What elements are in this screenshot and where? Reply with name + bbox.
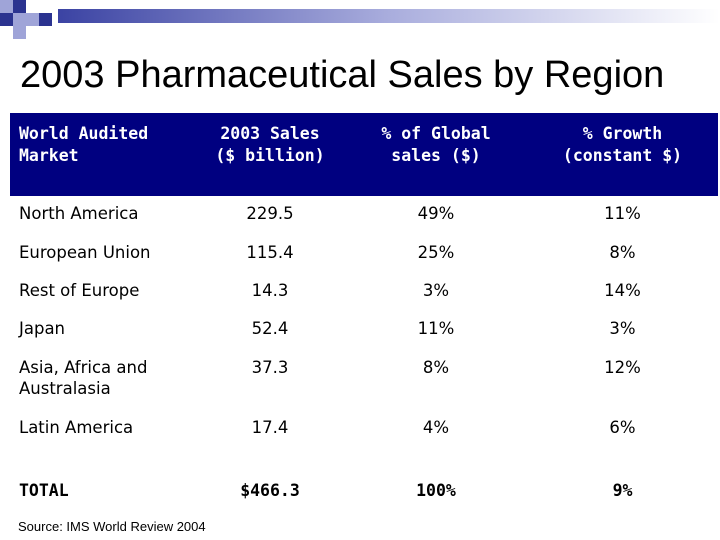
- market-cell: [19, 318, 219, 339]
- market-name: North America: [19, 204, 139, 223]
- share-cell: 4%: [422, 418, 450, 437]
- total-share: 100%: [416, 481, 456, 500]
- table-header-row: [10, 113, 718, 196]
- market-name: Australasia: [19, 379, 111, 398]
- sales-cell: 17.4: [251, 418, 289, 437]
- market-cell: [19, 203, 219, 224]
- sales-cell: 229.5: [246, 204, 294, 223]
- market-cell: [19, 280, 219, 301]
- corner-square: [13, 13, 26, 26]
- corner-square: [13, 0, 26, 13]
- corner-square: [26, 13, 39, 26]
- total-label: TOTAL: [19, 481, 69, 500]
- header-cell-market: [19, 123, 209, 167]
- growth-cell: 14%: [604, 281, 641, 300]
- total-growth: 9%: [612, 481, 633, 500]
- market-cell: [19, 242, 219, 263]
- corner-square: [0, 13, 13, 26]
- sales-cell: 52.4: [251, 319, 289, 338]
- growth-cell: 6%: [609, 418, 636, 437]
- decorative-corner: [0, 0, 60, 48]
- decorative-gradient-bar: [58, 9, 720, 23]
- sales-cell: 14.3: [251, 281, 289, 300]
- market-name: Latin America: [19, 418, 134, 437]
- growth-cell: 11%: [604, 204, 641, 223]
- total-sales: $466.3: [240, 481, 300, 500]
- market-cell: [19, 357, 219, 399]
- share-cell: 49%: [417, 204, 455, 223]
- share-cell: 8%: [422, 358, 450, 377]
- header-line: World Audited: [19, 124, 149, 143]
- header-line: Market: [19, 146, 79, 165]
- market-name: Asia, Africa and: [19, 358, 148, 377]
- corner-square: [13, 26, 26, 39]
- source-note: Source: IMS World Review 2004: [18, 519, 206, 534]
- growth-cell: 12%: [604, 358, 641, 377]
- header-line: % Growth: [582, 124, 663, 143]
- header-line: 2003 Sales: [220, 124, 320, 143]
- sales-cell: 115.4: [246, 243, 294, 262]
- corner-square: [0, 0, 13, 13]
- header-line: % of Global: [381, 124, 491, 143]
- growth-cell: 8%: [609, 243, 636, 262]
- market-name: European Union: [19, 243, 151, 262]
- header-line: ($ billion): [215, 146, 325, 165]
- market-name: Japan: [19, 319, 66, 338]
- header-cell-global-share: [355, 123, 517, 167]
- share-cell: 11%: [417, 319, 455, 338]
- header-cell-growth: [535, 123, 710, 167]
- growth-cell: 3%: [609, 319, 636, 338]
- market-cell: [19, 417, 219, 438]
- market-name: Rest of Europe: [19, 281, 140, 300]
- share-cell: 3%: [422, 281, 450, 300]
- share-cell: 25%: [417, 243, 455, 262]
- header-line: (constant $): [562, 146, 683, 165]
- slide-title: 2003 Pharmaceutical Sales by Region: [20, 54, 665, 96]
- corner-square: [39, 13, 52, 26]
- header-line: sales ($): [391, 146, 481, 165]
- header-cell-sales: [200, 123, 340, 167]
- sales-cell: 37.3: [251, 358, 289, 377]
